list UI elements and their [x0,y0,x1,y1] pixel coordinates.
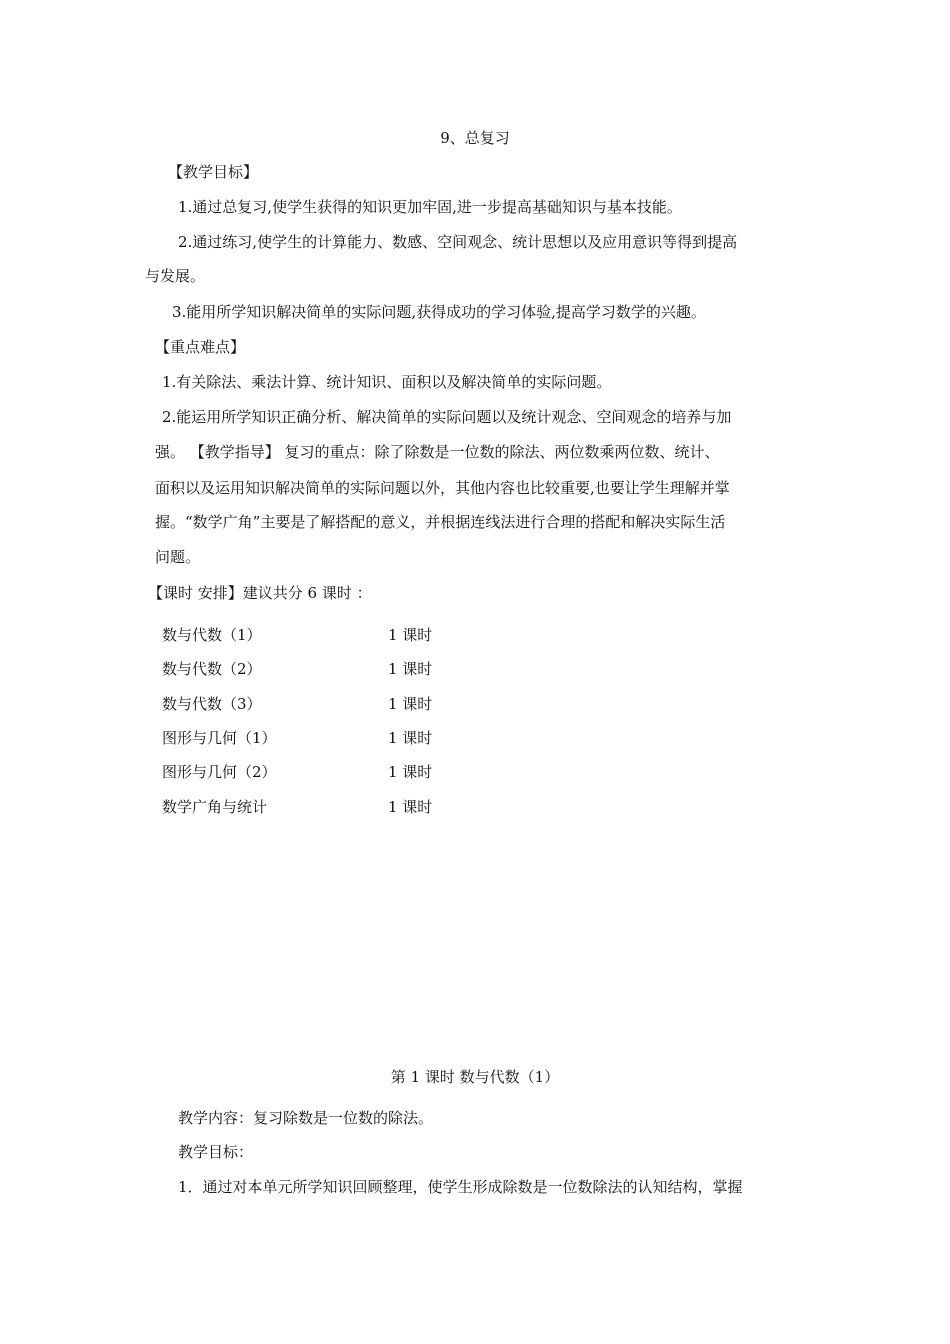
key-point-1: 1.有关除法、乘法计算、统计知识、面积以及解决简单的实际问题。 [162,373,612,391]
schedule-heading: 【课时 安排】建议共分 6 课时 ： [148,584,372,602]
goal-1: 1.通过总复习,使学生获得的知识更加牢固,进一步提高基础知识与基本技能。 [178,198,682,216]
key-point-2-line-4: 握。“数学广角”主要是了解搭配的意义，并根据连线法进行合理的搭配和解决实际生活 [155,513,726,531]
section-heading-key-points: 【重点难点】 [155,338,246,356]
schedule-item-time: 1 课时 [388,763,433,781]
schedule-item-name: 数与代数（2） [162,660,262,678]
lesson-goal-1: 1．通过对本单元所学知识回顾整理，使学生形成除数是一位数除法的认知结构，掌握 [178,1178,743,1196]
key-point-2-line-1: 2.能运用所学知识正确分析、解决简单的实际问题以及统计观念、空间观念的培养与加 [162,408,732,426]
schedule-item-name: 数学广角与统计 [162,798,268,816]
goal-2-line-1: 2.通过练习,使学生的计算能力、数感、空间观念、统计思想以及应用意识等得到提高 [178,233,738,251]
schedule-item-name: 图形与几何（2） [162,763,277,781]
schedule-item-time: 1 课时 [388,729,433,747]
lesson-content: 教学内容：复习除数是一位数的除法。 [178,1109,434,1127]
page-title: 9、总复习 [440,129,510,147]
key-point-2-line-3: 面积以及运用知识解决简单的实际问题以外，其他内容也比较重要,也要让学生理解并掌 [155,479,730,497]
lesson-title: 第 1 课时 数与代数（1） [390,1068,560,1086]
goal-2-line-2: 与发展。 [145,267,206,285]
key-point-2-line-2: 强。 【教学指导】 复习的重点：除了除数是一位数的除法、两位数乘两位数、统计、 [155,443,720,461]
section-heading-goals: 【教学目标】 [168,163,259,181]
schedule-item-name: 图形与几何（1） [162,729,277,747]
key-point-2-line-5: 问题。 [155,548,201,566]
schedule-item-time: 1 课时 [388,626,433,644]
schedule-item-name: 数与代数（3） [162,695,262,713]
goal-3: 3.能用所学知识解决简单的实际问题,获得成功的学习体验,提高学习数学的兴趣。 [172,303,706,321]
schedule-item-time: 1 课时 [388,660,433,678]
schedule-item-name: 数与代数（1） [162,626,262,644]
lesson-goals-label: 教学目标： [178,1143,254,1161]
schedule-item-time: 1 课时 [388,695,433,713]
schedule-item-time: 1 课时 [388,798,433,816]
